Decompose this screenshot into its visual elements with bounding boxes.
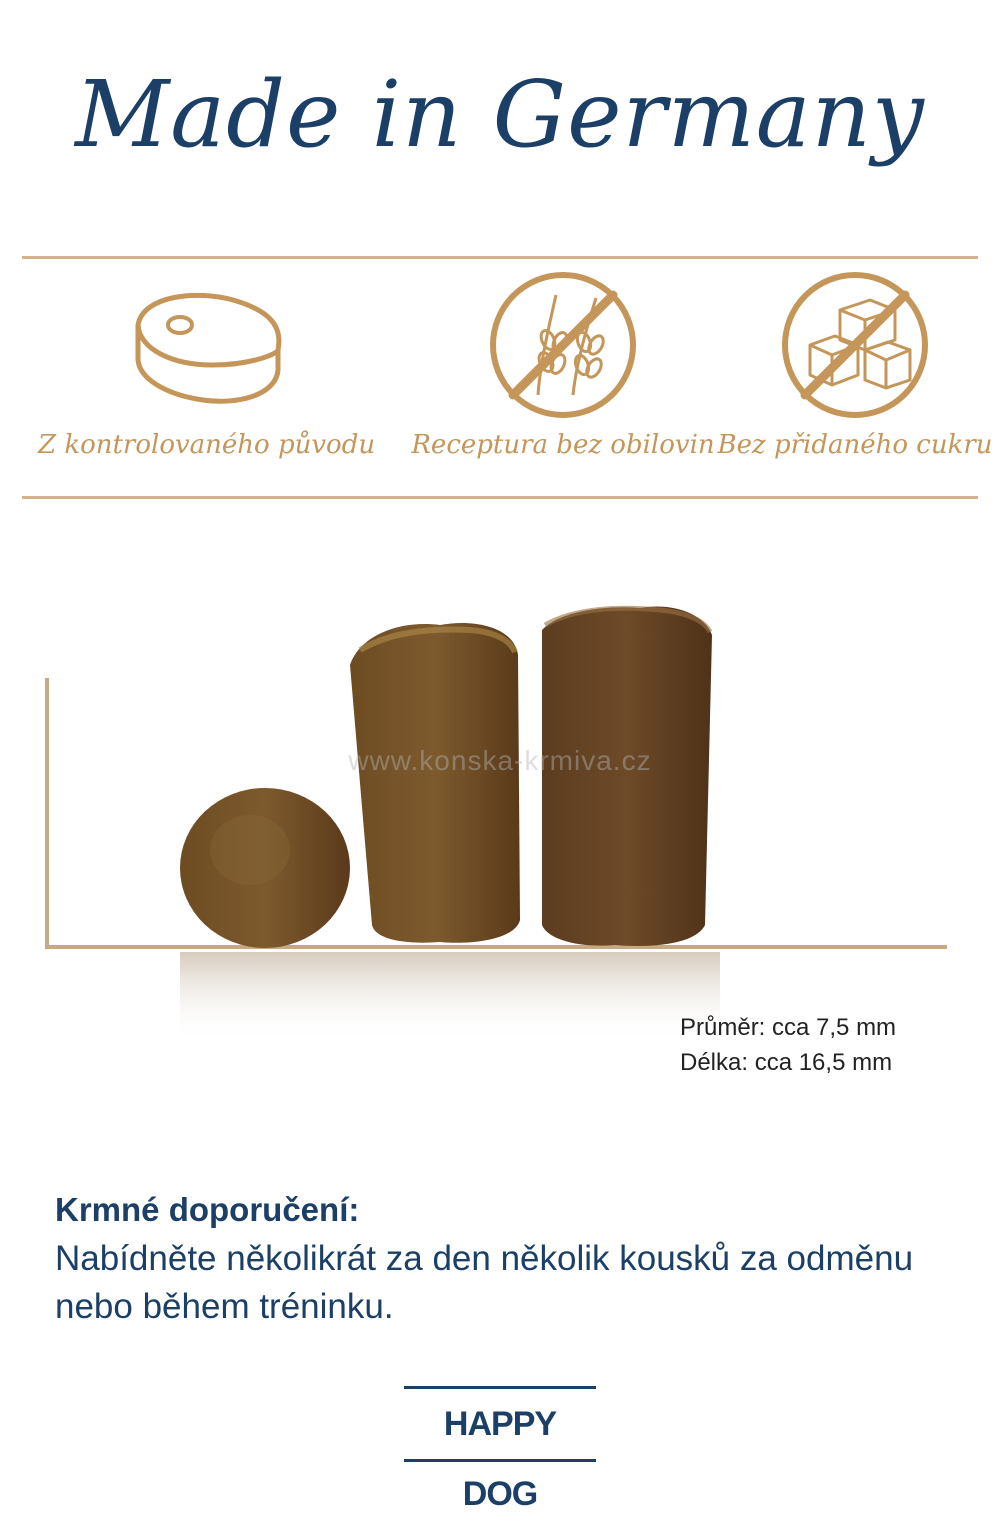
headline: Made in Germany	[75, 61, 925, 168]
logo-text: HAPPY DOG	[443, 1405, 557, 1513]
product-photo	[0, 580, 1000, 1040]
feature-no-added-sugar	[690, 270, 1000, 460]
feeding-title: Krmné doporučení:	[55, 1191, 360, 1228]
diameter-text: Průměr: cca 7,5 mm	[680, 1014, 897, 1041]
feeding-recommendation	[55, 1185, 955, 1331]
feeding-text: Nabídněte několikrát za den několik kousků za odměnu nebo během tréninku.	[55, 1239, 914, 1326]
divider-top	[22, 256, 978, 259]
dimensions	[680, 1010, 896, 1080]
happy-dog-logo	[404, 1386, 596, 1513]
no-sugar-icon	[770, 270, 940, 420]
treat-upright-1	[350, 623, 520, 943]
length-text: Délka: cca 16,5 mm	[680, 1049, 893, 1076]
divider-bottom	[22, 496, 978, 499]
feature-grain-free	[398, 270, 728, 460]
feature-controlled-origin	[38, 270, 376, 460]
watermark: www.konska-krmiva.cz	[348, 745, 652, 776]
feature-label: Z kontrolovaného původu	[38, 430, 376, 460]
meat-steak-icon	[118, 270, 288, 420]
no-grain-icon	[478, 270, 648, 420]
feature-label: Receptura bez obilovin	[411, 430, 715, 460]
feature-label: Bez přidaného cukru	[717, 430, 993, 460]
